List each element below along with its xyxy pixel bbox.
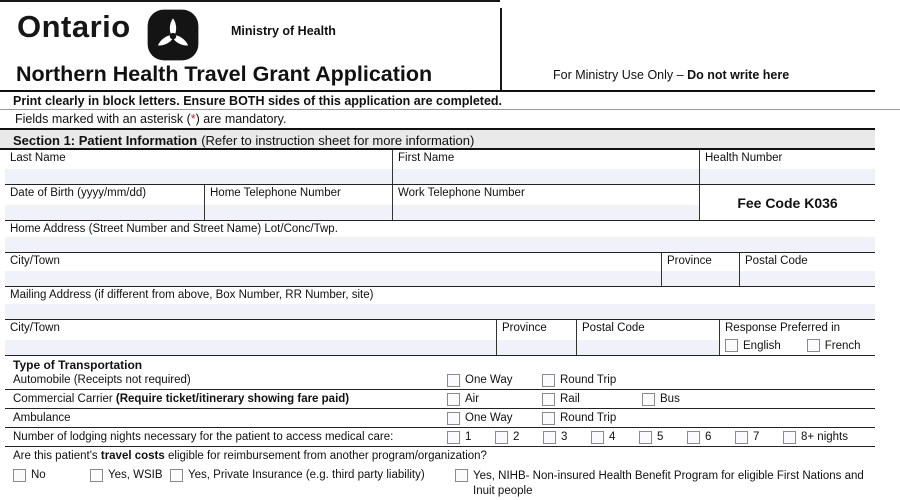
- mailing-city-town-label: City/Town: [10, 322, 60, 334]
- lodging-2-checkbox-icon[interactable]: [495, 431, 508, 444]
- mailing-address-input[interactable]: [5, 304, 875, 319]
- ontario-trillium-icon: [146, 8, 200, 62]
- first-name-input[interactable]: [393, 169, 699, 184]
- city-town-input[interactable]: [5, 271, 661, 286]
- ambulance-one-way-option[interactable]: One Way: [447, 412, 542, 425]
- postal-code-input[interactable]: [740, 271, 875, 286]
- ambulance-round-trip-option[interactable]: Round Trip: [542, 412, 642, 425]
- lodging-4-checkbox-icon[interactable]: [591, 431, 604, 444]
- mailing-postal-code-input[interactable]: [577, 340, 719, 355]
- reimbursement-wsib-option[interactable]: Yes, WSIB: [90, 469, 170, 482]
- ambulance-label: Ambulance: [13, 412, 71, 424]
- lodging-3-option[interactable]: 3: [543, 431, 591, 444]
- automobile-round-trip-option[interactable]: Round Trip: [542, 374, 642, 387]
- reimbursement-nihb-option[interactable]: Yes, NIHB- Non-insured Health Benefit Program for eligible First Nations and Inuit people: [455, 469, 875, 499]
- ministry-use-prefix: For Ministry Use Only –: [553, 68, 688, 82]
- automobile-label: Automobile (Receipts not required): [13, 374, 191, 386]
- transport-row-automobile: [5, 371, 875, 390]
- date-of-birth-field: [5, 185, 205, 220]
- french-label: French: [824, 339, 861, 352]
- fee-code-cell: [700, 185, 875, 220]
- row-name-health: [5, 150, 875, 185]
- no-checkbox-icon[interactable]: [13, 469, 26, 482]
- section1-note: (Refer to instruction sheet for more information): [201, 133, 475, 148]
- bus-checkbox-icon[interactable]: [642, 393, 655, 406]
- form-title: Northern Health Travel Grant Application: [16, 62, 433, 86]
- lodging-nights-label: Number of lodging nights necessary for the patient to access medical care:: [13, 431, 394, 443]
- first-name-label: First Name: [398, 152, 455, 164]
- lodging-1-option[interactable]: 1: [447, 431, 495, 444]
- home-address-label: Home Address (Street Number and Street Name) Lot/Conc/Twp.: [10, 223, 338, 235]
- rail-checkbox-icon[interactable]: [542, 393, 555, 406]
- lodging-7-option[interactable]: 7: [735, 431, 783, 444]
- ministry-use-note: [553, 68, 789, 82]
- lodging-7-checkbox-icon[interactable]: [735, 431, 748, 444]
- city-town-field: [5, 253, 662, 286]
- home-phone-field: [205, 185, 393, 220]
- ministry-use-bold: Do not write here: [687, 68, 790, 82]
- carrier-bus-option[interactable]: Bus: [642, 393, 762, 406]
- mailing-province-label: Province: [502, 322, 547, 334]
- health-number-field: [700, 150, 875, 184]
- last-name-input[interactable]: [5, 169, 392, 184]
- response-preferred-label: Response Preferred in: [725, 322, 841, 334]
- row-dob-phones: [5, 185, 875, 221]
- mailing-province-field: [497, 320, 577, 355]
- form-header: [0, 0, 875, 92]
- home-address-field: [5, 221, 875, 252]
- row-city-province-postal: [5, 253, 875, 287]
- home-phone-input[interactable]: [205, 205, 392, 220]
- section1-title: Section 1: Patient Information: [13, 133, 198, 148]
- reimbursement-answers-row: [5, 464, 875, 499]
- postal-code-field: [740, 253, 875, 286]
- lodging-1-checkbox-icon[interactable]: [447, 431, 460, 444]
- home-address-input[interactable]: [5, 237, 875, 252]
- reimbursement-private-insurance-option[interactable]: Yes, Private Insurance (e.g. third party liability): [170, 469, 455, 482]
- health-number-input[interactable]: [700, 169, 875, 184]
- english-checkbox-icon[interactable]: [725, 339, 738, 352]
- automobile-one-way-option[interactable]: One Way: [447, 374, 542, 387]
- row-mailing-address: [5, 287, 875, 320]
- health-number-label: Health Number: [705, 152, 783, 164]
- date-of-birth-label: Date of Birth (yyyy/mm/dd): [10, 187, 147, 199]
- mailing-province-input[interactable]: [497, 340, 576, 355]
- fee-code-text: Fee Code K036: [737, 194, 838, 211]
- transport-row-ambulance: [5, 409, 875, 428]
- transportation-heading: Type of Transportation: [13, 358, 143, 372]
- commercial-carrier-label: Commercial Carrier (Require ticket/itinerary showing fare paid): [13, 393, 350, 405]
- response-english-option[interactable]: [725, 339, 781, 352]
- postal-code-label: Postal Code: [745, 255, 808, 267]
- lodging-3-checkbox-icon[interactable]: [543, 431, 556, 444]
- lodging-5-option[interactable]: 5: [639, 431, 687, 444]
- lodging-6-option[interactable]: 6: [687, 431, 735, 444]
- first-name-field: [393, 150, 700, 184]
- last-name-label: Last Name: [10, 152, 66, 164]
- air-checkbox-icon[interactable]: [447, 393, 460, 406]
- last-name-field: [5, 150, 393, 184]
- city-town-label: City/Town: [10, 255, 60, 267]
- lodging-5-checkbox-icon[interactable]: [639, 431, 652, 444]
- one-way-checkbox-icon[interactable]: [447, 412, 460, 425]
- section1-header: [0, 128, 875, 150]
- response-preferred-field: [720, 320, 875, 355]
- header-divider: [500, 8, 502, 92]
- mailing-postal-code-label: Postal Code: [582, 322, 645, 334]
- response-french-option[interactable]: [807, 339, 861, 352]
- work-phone-input[interactable]: [393, 205, 699, 220]
- work-phone-field: [393, 185, 700, 220]
- reimbursement-no-option[interactable]: No: [13, 469, 90, 482]
- lodging-6-checkbox-icon[interactable]: [687, 431, 700, 444]
- row-mailing-city-province-postal: [5, 320, 875, 356]
- private-insurance-checkbox-icon[interactable]: [170, 469, 183, 482]
- home-phone-label: Home Telephone Number: [210, 187, 341, 199]
- lodging-8plus-checkbox-icon[interactable]: [783, 431, 796, 444]
- carrier-air-option[interactable]: Air: [447, 393, 542, 406]
- carrier-rail-option[interactable]: Rail: [542, 393, 642, 406]
- mailing-address-field: [5, 287, 875, 319]
- round-trip-checkbox-icon[interactable]: [542, 412, 555, 425]
- french-checkbox-icon[interactable]: [807, 339, 820, 352]
- wsib-checkbox-icon[interactable]: [90, 469, 103, 482]
- round-trip-checkbox-icon[interactable]: [542, 374, 555, 387]
- nihb-checkbox-icon[interactable]: [455, 469, 468, 482]
- mailing-address-label: Mailing Address (if different from above, Box Number, RR Number, site): [10, 289, 374, 301]
- mailing-postal-code-field: [577, 320, 720, 355]
- mailing-city-town-field: [5, 320, 497, 355]
- ministry-label: Ministry of Health: [231, 24, 336, 38]
- province-input[interactable]: [662, 271, 739, 286]
- instruction-line-1: Print clearly in block letters. Ensure BOTH sides of this application are completed.: [0, 92, 900, 110]
- header-top-border: [0, 0, 500, 2]
- lodging-8plus-option[interactable]: 8+ nights: [783, 431, 848, 444]
- lodging-4-option[interactable]: 4: [591, 431, 639, 444]
- mandatory-asterisk: *: [190, 112, 196, 126]
- ontario-wordmark: Ontario: [17, 9, 131, 44]
- one-way-checkbox-icon[interactable]: [447, 374, 460, 387]
- work-phone-label: Work Telephone Number: [398, 187, 525, 199]
- transport-row-commercial-carrier: [5, 390, 875, 409]
- date-of-birth-input[interactable]: [5, 205, 204, 220]
- row-home-address: [5, 221, 875, 253]
- instruction-line-2: Fields marked with an asterisk (*) are mandatory.: [15, 112, 287, 126]
- reimbursement-question: Are this patient's travel costs eligible for reimbursement from another program/organization?: [13, 450, 487, 462]
- mailing-city-town-input[interactable]: [5, 340, 496, 355]
- english-label: English: [743, 339, 781, 352]
- lodging-nights-row: [5, 428, 875, 447]
- lodging-2-option[interactable]: 2: [495, 431, 543, 444]
- province-label: Province: [667, 255, 712, 267]
- province-field: [662, 253, 740, 286]
